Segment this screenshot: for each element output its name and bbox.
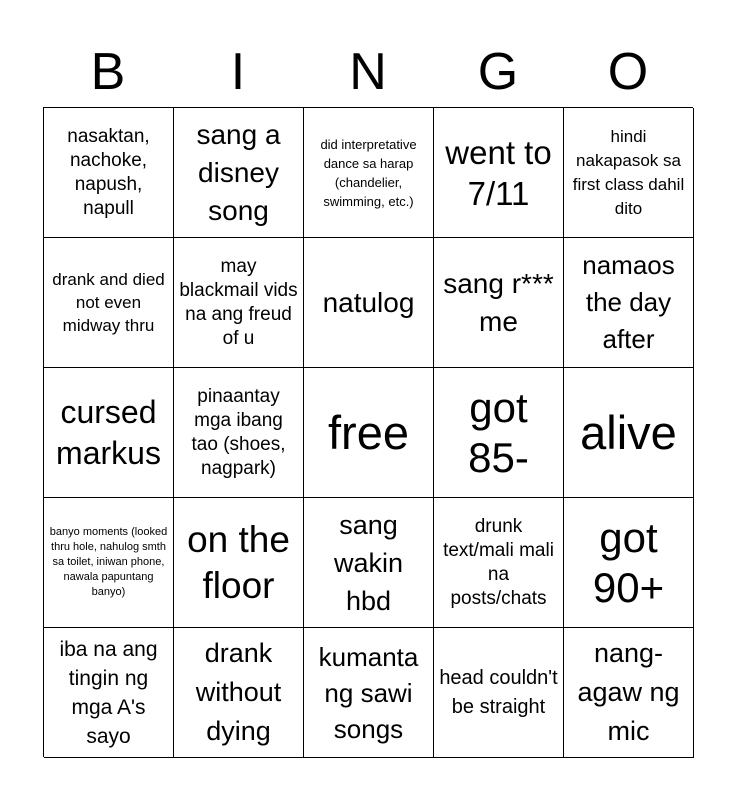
bingo-cell[interactable]: drunk text/mali mali na posts/chats (434, 498, 564, 628)
bingo-cell[interactable]: hindi nakapasok sa first class dahil dito (564, 108, 694, 238)
bingo-cell[interactable]: went to 7/11 (434, 108, 564, 238)
bingo-cell[interactable]: sang a disney song (174, 108, 304, 238)
bingo-header (43, 40, 693, 104)
bingo-cell[interactable]: namaos the day after (564, 238, 694, 368)
header-letter-g: G (477, 43, 519, 101)
bingo-cell[interactable]: alive (564, 368, 694, 498)
bingo-cell[interactable]: drank without dying (174, 628, 304, 758)
free-space[interactable]: free (304, 368, 434, 498)
bingo-cell[interactable]: on the floor (174, 498, 304, 628)
bingo-cell[interactable]: may blackmail vids na ang freud of u (174, 238, 304, 368)
bingo-cell[interactable]: iba na ang tingin ng mga A's sayo (44, 628, 174, 758)
bingo-cell[interactable]: cursed markus (44, 368, 174, 498)
bingo-cell[interactable]: pinaantay mga ibang tao (shoes, nagpark) (174, 368, 304, 498)
bingo-grid (43, 107, 693, 757)
header-letter-o: O (607, 43, 649, 101)
bingo-cell[interactable]: natulog (304, 238, 434, 368)
header-letter-b: B (90, 43, 126, 101)
bingo-cell[interactable]: sang wakin hbd (304, 498, 434, 628)
bingo-cell[interactable]: got 85- (434, 368, 564, 498)
bingo-cell[interactable]: drank and died not even midway thru (44, 238, 174, 368)
bingo-cell[interactable]: sang r*** me (434, 238, 564, 368)
bingo-cell[interactable]: got 90+ (564, 498, 694, 628)
bingo-cell[interactable]: head couldn't be straight (434, 628, 564, 758)
bingo-cell[interactable]: nasaktan, nachoke, napush, napull (44, 108, 174, 238)
header-letter-i: I (230, 43, 246, 101)
header-letter-n: N (349, 43, 387, 101)
bingo-cell[interactable]: banyo moments (looked thru hole, nahulog smth sa toilet, iniwan phone, nawala papuntang banyo) (44, 498, 174, 628)
bingo-cell[interactable]: kumanta ng sawi songs (304, 628, 434, 758)
bingo-cell[interactable]: did interpretative dance sa harap (chandelier, swimming, etc.) (304, 108, 434, 238)
bingo-cell[interactable]: nang-agaw ng mic (564, 628, 694, 758)
